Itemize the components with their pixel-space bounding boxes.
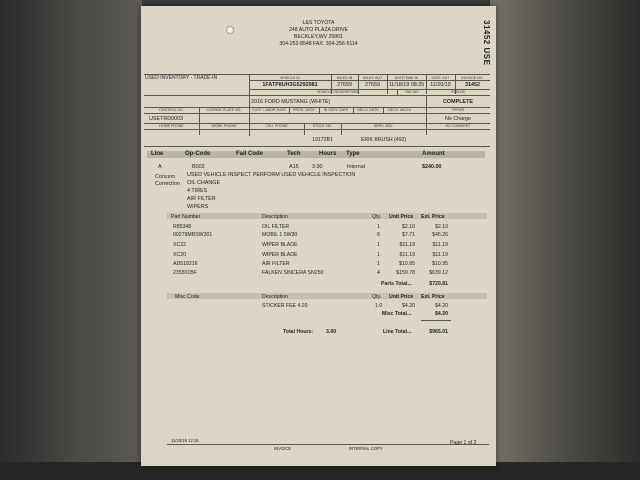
type: Internal: [347, 164, 365, 170]
background-right: [490, 0, 640, 480]
tech: A15: [289, 164, 299, 170]
footer-page: Page 1 of 2: [450, 440, 477, 446]
misc-qty: 1.0: [375, 303, 383, 309]
status-value: COMPLETE: [443, 99, 473, 105]
deliv-miles-label: DELIV. MILES: [388, 108, 411, 112]
date-time-in: 11/18/19 08:25: [388, 82, 425, 88]
dealer-phone: 304-252-8548 FAX: 304-256-5114: [279, 41, 358, 47]
part-desc: OIL FILTER: [262, 224, 290, 230]
correction-3: AIR FILTER: [187, 196, 216, 202]
home-phone-label: HOME PHONE: [159, 124, 184, 128]
col-amount: Amount: [422, 151, 445, 157]
background-left: [0, 0, 142, 480]
dealer-name: L&S TOYOTA: [302, 20, 335, 26]
inventory-label: USED INVENTORY - TRADE-IN: [145, 75, 218, 81]
part-qty: 4: [377, 270, 380, 276]
footer-invoice: INVOICE: [274, 446, 292, 451]
cell-phone-label: CELL PHONE: [265, 124, 288, 128]
col-tech: Tech: [287, 151, 301, 157]
work-phone-label: WORK PHONE: [211, 124, 237, 128]
hours: 3.00: [312, 164, 323, 170]
footer-timestamp: 11/20/19 12:15: [171, 438, 199, 443]
in-serv-date-label: IN SERV DATE: [323, 108, 349, 112]
stock-no: 19172B1: [312, 137, 333, 143]
col-op-code: Op-Code: [185, 151, 211, 157]
miles-in-label: MILES IN: [336, 75, 353, 80]
deliv-date-label: DELIV. DATE: [357, 108, 379, 112]
misc-col-code: Misc Code: [175, 293, 200, 300]
tag-no-label: TAG NO: [404, 90, 419, 94]
line-letter: A: [158, 164, 162, 170]
concern-label: Concern: [155, 174, 176, 180]
parts-col-desc: Description: [262, 213, 288, 220]
misc-col-qty: Qty.: [372, 293, 382, 300]
col-line: Line: [151, 151, 164, 157]
vehicle-description: 2016 FORD MUSTANG (WHITE): [251, 99, 331, 105]
line-total-label: Line Total...: [383, 329, 412, 335]
part-ext: $11.19: [432, 242, 448, 248]
part-number: R85348: [173, 224, 192, 230]
total-hours: 3.00: [326, 329, 337, 335]
part-ext: $46.26: [432, 232, 448, 238]
part-ext: $10.95: [432, 261, 448, 267]
misc-total-label: Misc Total...: [382, 311, 412, 317]
part-ext: $11.19: [432, 252, 448, 258]
parts-col-unit: Unit Price: [389, 213, 414, 220]
part-desc: WIPER BLADE: [262, 252, 298, 258]
misc-col-unit: Unit Price: [389, 293, 414, 300]
document-id: 31452 USE: [482, 20, 491, 66]
parts-total-label: Parts Total...: [381, 281, 412, 287]
vehicle-desc-label: VEHICLE DESCRIPTION: [317, 90, 358, 94]
footer-copy: INTERNAL COPY: [349, 446, 383, 451]
terms-label: TERMS: [451, 108, 465, 112]
miles-in: 27659: [337, 82, 352, 88]
stock-no-label: STOCK NO.: [312, 124, 333, 128]
correction-1: OIL CHANGE: [187, 180, 221, 186]
col-type: Type: [346, 151, 360, 157]
correction-4: WIPERS: [187, 204, 209, 210]
control-no-label: CONTROL NO.: [159, 108, 184, 112]
part-desc: AIR FILTER: [262, 261, 290, 267]
dealer-address: 248 AUTO PLAZA DRIVE: [288, 27, 348, 33]
parts-total: $720.81: [429, 281, 448, 287]
part-desc: MOBIL 1 5W30: [262, 232, 298, 238]
date-time-in-label: DATE/TIME IN: [394, 75, 419, 80]
part-desc: WIPER BLADE: [262, 242, 298, 248]
invoice-paper: [141, 6, 496, 466]
part-qty: 1: [377, 224, 380, 230]
parts-col-ext: Ext. Price: [421, 213, 445, 220]
license-plate-label: LICENSE PLATE NO.: [206, 108, 242, 112]
part-number: XC20: [173, 252, 186, 258]
part-qty: 1: [377, 261, 380, 267]
part-unit: $2.10: [402, 224, 415, 230]
part-number: 00279MBSW301: [173, 232, 213, 238]
miles-out: 27659: [365, 82, 380, 88]
misc-total: $4.20: [435, 311, 448, 317]
misc-col-ext: Ext. Price: [421, 293, 445, 300]
invoice-no: 31452: [465, 82, 480, 88]
part-ext: $2.10: [435, 224, 448, 230]
part-qty: 1: [377, 252, 380, 258]
part-unit: $159.78: [396, 270, 415, 276]
date-out-label: DATE OUT: [431, 75, 450, 80]
dealer-city: BECKLEY,WV 25801: [294, 34, 343, 40]
total-hours-label: Total Hours:: [283, 329, 314, 335]
vehicle-id: 1FATP8UH3G5292981: [262, 82, 318, 88]
control-no: USETRD0003: [149, 116, 184, 122]
col-fail-code: Fail Code: [236, 151, 264, 157]
cust-labor-rate-label: CUST. LABOR RATE: [252, 108, 286, 112]
ro-comment-label: RO COMMENT: [445, 124, 471, 128]
part-number: XC22: [173, 242, 186, 248]
line-total: $965.01: [429, 329, 448, 335]
part-unit: $7.71: [402, 232, 415, 238]
col-hours: Hours: [319, 151, 337, 157]
correction-label: Correction: [155, 181, 180, 187]
part-qty: 6: [377, 232, 380, 238]
parts-col-part: Part Number: [171, 213, 201, 220]
part-number: AD518216: [173, 261, 198, 267]
correction-2: 4 TIRES: [187, 188, 208, 194]
amount: $240.00: [422, 164, 442, 170]
part-ext: $639.12: [429, 270, 448, 276]
terms-value: No Charge: [444, 116, 472, 122]
misc-ext: $4.20: [435, 303, 448, 309]
misc-desc: STICKER FEE 4.20: [262, 303, 308, 309]
part-unit: $11.19: [399, 252, 415, 258]
op-code: B002: [192, 164, 205, 170]
misc-unit: $4.20: [402, 303, 415, 309]
serv-adv-label: SERV. ADV.: [373, 124, 394, 128]
status-label: STATUS: [451, 90, 465, 94]
part-desc: FALKEN SINCERA SN250: [262, 270, 324, 276]
parts-col-qty: Qty.: [372, 213, 382, 220]
date-out: 11/20/19: [430, 82, 451, 88]
miles-out-label: MILES OUT: [362, 75, 383, 80]
part-unit: $11.19: [399, 242, 415, 248]
serv-adv: ERIK BRUSH (492): [360, 137, 407, 143]
concern-text: USED VEHICLE INSPECT PERFORM USED VEHICLE INSPECTION: [187, 172, 356, 178]
misc-col-desc: Description: [262, 293, 288, 300]
part-number: 235501BF: [173, 270, 197, 276]
part-qty: 1: [377, 242, 380, 248]
vehicle-id-label: VEHICLE ID: [280, 75, 300, 80]
prod-date-label: PROD. DATE: [293, 108, 315, 112]
invoice-no-label: INVOICE NO.: [461, 75, 484, 80]
part-unit: $10.95: [399, 261, 415, 267]
